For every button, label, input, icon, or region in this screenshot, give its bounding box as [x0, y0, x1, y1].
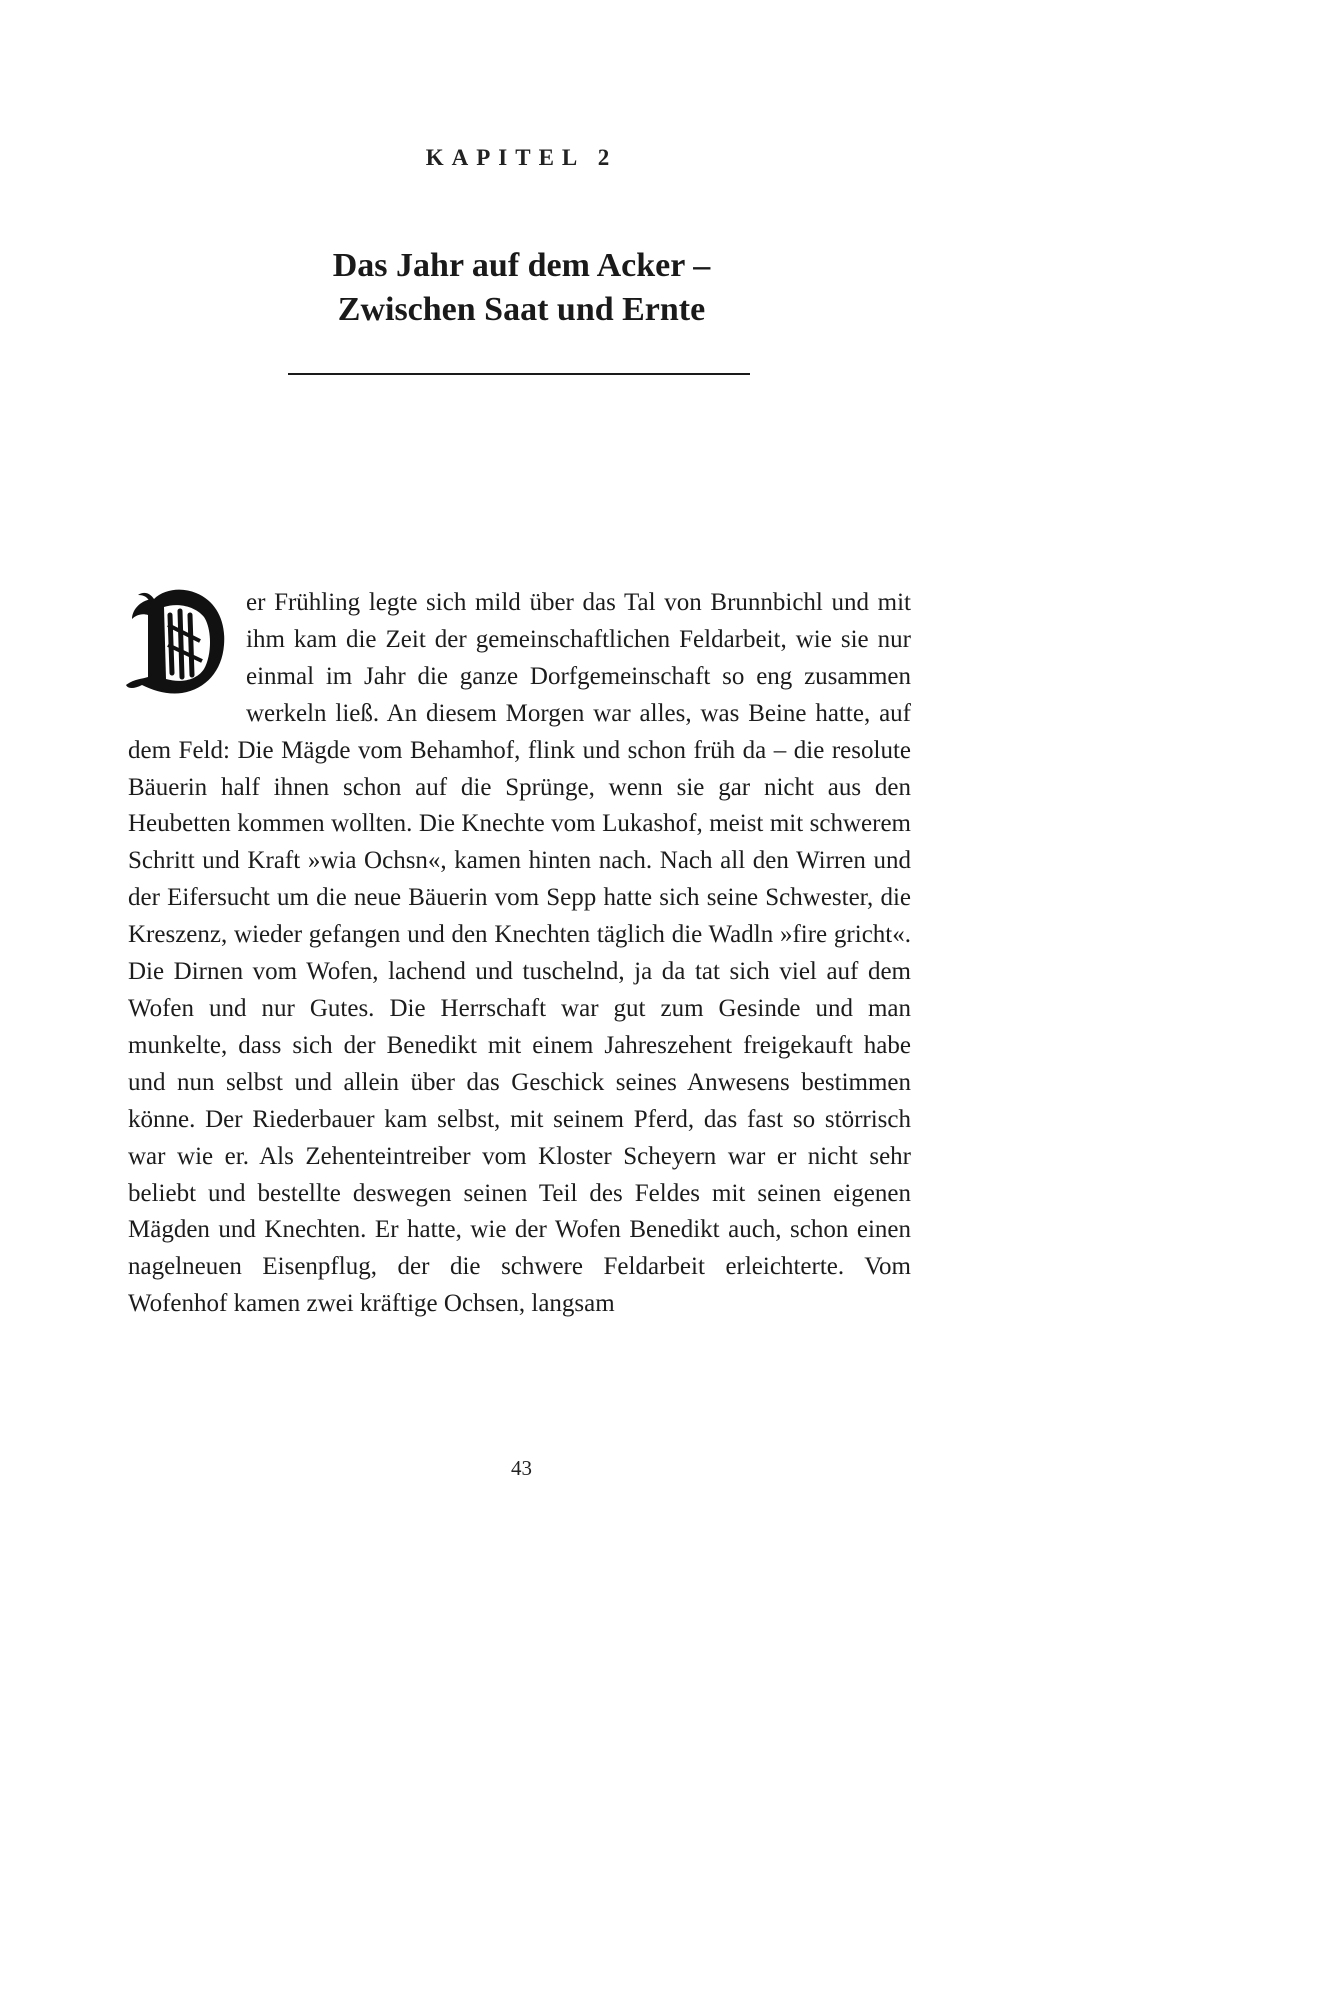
body-text: er Frühling legte sich mild über das Tal von Brunnbichl und mit ihm kam die Zeit der gemeinschaftlichen Feldarbeit, wie sie nur einmal im Jahr die ganze Dorfgemeinschaft so eng zusammen werkeln ließ. An diesem Morgen war alles, was Beine hatte, auf dem Feld: Die Mägde vom Behamhof, flink und schon früh da – die resolute Bäuerin half ihnen schon auf die Sprünge, wenn sie gar nicht aus den Heubetten kommen wollten. Die Knechte vom Lukashof, meist mit schwerem Schritt und Kraft »wia Ochsn«, kamen hinten nach. Nach all den Wirren und der Eifersucht um die neue Bäuerin vom Sepp hatte sich seine Schwester, die Kreszenz, wieder gefangen und den Knechten täglich die Wadln »fire gricht«. Die Dirnen vom Wofen, lachend und tuschelnd, ja da tat sich viel auf dem Wofen und nur Gutes. Die Herrschaft war gut zum Gesinde und man munkelte, dass sich der Benedikt mit einem Jahreszehent freigekauft habe und nun selbst und allein über das Geschick seines Anwesens bestimmen könne. Der Riederbauer kam selbst, mit seinem Pferd, das fast so störrisch war wie er. Als Zehenteintreiber vom Kloster Scheyern war er nicht sehr beliebt und bestellte deswegen seinen Teil des Feldes mit seinen eigenen Mägden und Knechten. Er hatte, wie der Wofen Benedikt auch, schon einen nagelneuen Eisenpflug, der die schwere Feldarbeit erleichterte. Vom Wofenhof kamen zwei kräftige Ochsen, langsam [128, 589, 911, 1318]
chapter-title [0, 244, 1043, 332]
chapter-label: KAPITEL 2 [425, 145, 618, 170]
chapter-title-line-2: Zwischen Saat und Ernte [337, 291, 706, 328]
body-paragraph [128, 585, 911, 1323]
title-divider [288, 373, 750, 375]
page-number: 43 [511, 1456, 532, 1480]
chapter-title-line-1: Das Jahr auf dem Acker – [332, 247, 711, 284]
drop-cap-ornament [124, 585, 234, 697]
drop-cap [124, 585, 234, 697]
drop-cap-letter [124, 585, 125, 586]
